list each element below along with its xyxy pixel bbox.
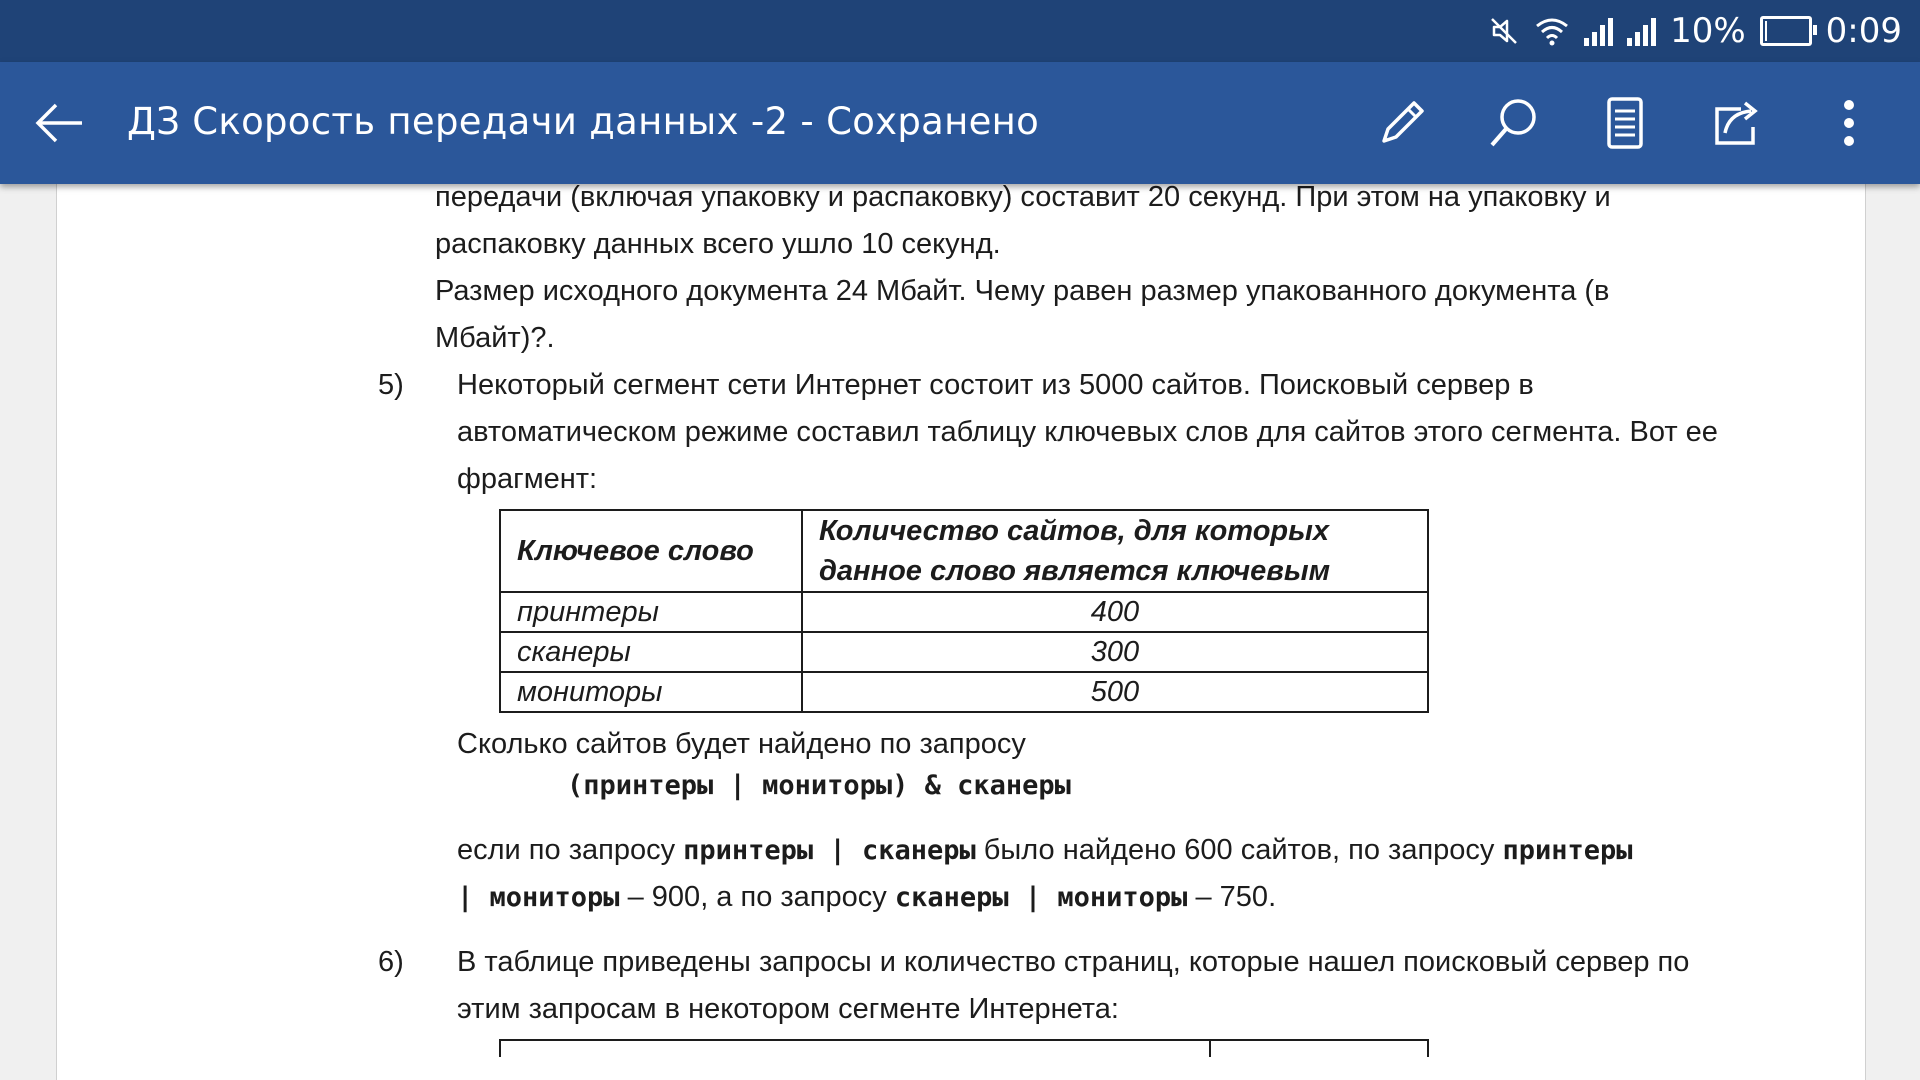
query-inline: принтеры [1502,835,1633,866]
table-cell: мониторы [500,672,802,712]
question-text: этим запросам в некотором сегменте Интернета: [457,993,1119,1025]
question-5 [378,362,1799,921]
table-row [500,592,1428,632]
battery-percent: 10% [1670,11,1746,51]
signal-icon [1584,16,1613,46]
condition-text: было найдено 600 сайтов, по запросу [975,834,1503,866]
question-text: фрагмент: [457,463,598,495]
keyword-table [499,509,1429,713]
condition-line [457,827,1799,874]
question-prompt: Сколько сайтов будет найдено по запросу [457,728,1026,760]
search-icon[interactable] [1482,91,1546,155]
query-inline: сканеры | мониторы [894,882,1188,913]
table-header-row [500,510,1428,592]
document-page [56,184,1866,1080]
intro-line: Мбайт)?. [435,322,555,354]
table-cell: 400 [802,592,1428,632]
pencil-icon[interactable] [1370,91,1434,155]
table-header [802,510,1428,592]
clock: 0:09 [1825,11,1902,51]
status-bar [0,0,1920,62]
table-cell: принтеры [500,592,802,632]
condition-text: – 750. [1187,881,1277,913]
condition-text: – 900, а по запросу [619,881,895,913]
condition-line [457,874,1799,921]
query-expression: (принтеры | мониторы) & сканеры [567,770,1071,801]
table-header-line: данное слово является ключевым [819,555,1331,587]
intro-line: Размер исходного документа 24 Мбайт. Чему равен размер упакованного документа (в [435,275,1610,307]
app-bar [0,62,1920,184]
status-icons [1488,0,1902,62]
mute-icon [1488,15,1520,47]
intro-line: передачи (включая упаковку и распаковку) составит 20 секунд. При этом на упаковку и [435,184,1611,213]
query-inline: принтеры | сканеры [683,835,976,866]
back-arrow-icon[interactable] [30,93,90,153]
table-row [500,632,1428,672]
partial-table [499,1039,1429,1057]
question-text: Некоторый сегмент сети Интернет состоит из 5000 сайтов. Поисковый сервер в [457,369,1534,401]
table-cell: 300 [802,632,1428,672]
query-inline: | мониторы [457,882,620,913]
question-text: автоматическом режиме составил таблицу ключевых слов для сайтов этого сегмента. Вот ее [457,416,1718,448]
table-header: Ключевое слово [500,510,802,592]
question-number: 6) [378,946,404,978]
wifi-icon [1534,15,1570,47]
table-cell: 500 [802,672,1428,712]
battery-icon [1760,16,1812,46]
page-content [379,184,1799,1057]
table-header-line: Количество сайтов, для которых [819,515,1330,547]
signal-icon [1627,16,1656,46]
share-icon[interactable] [1705,91,1769,155]
table-cell: сканеры [500,632,802,672]
document-title: ДЗ Скорость передачи данных -2 - Сохранено [127,100,1040,143]
condition-text: если по запросу [457,834,684,866]
table-row [500,672,1428,712]
intro-line: распаковку данных всего ушло 10 секунд. [435,228,1001,260]
question-6 [378,939,1799,1057]
reading-view-icon[interactable] [1593,91,1657,155]
more-vert-icon[interactable] [1817,91,1881,155]
question-text: В таблице приведены запросы и количество страниц, которые нашел поисковый сервер по [457,946,1690,978]
question-number: 5) [378,369,404,401]
document-viewport[interactable] [0,184,1920,1080]
